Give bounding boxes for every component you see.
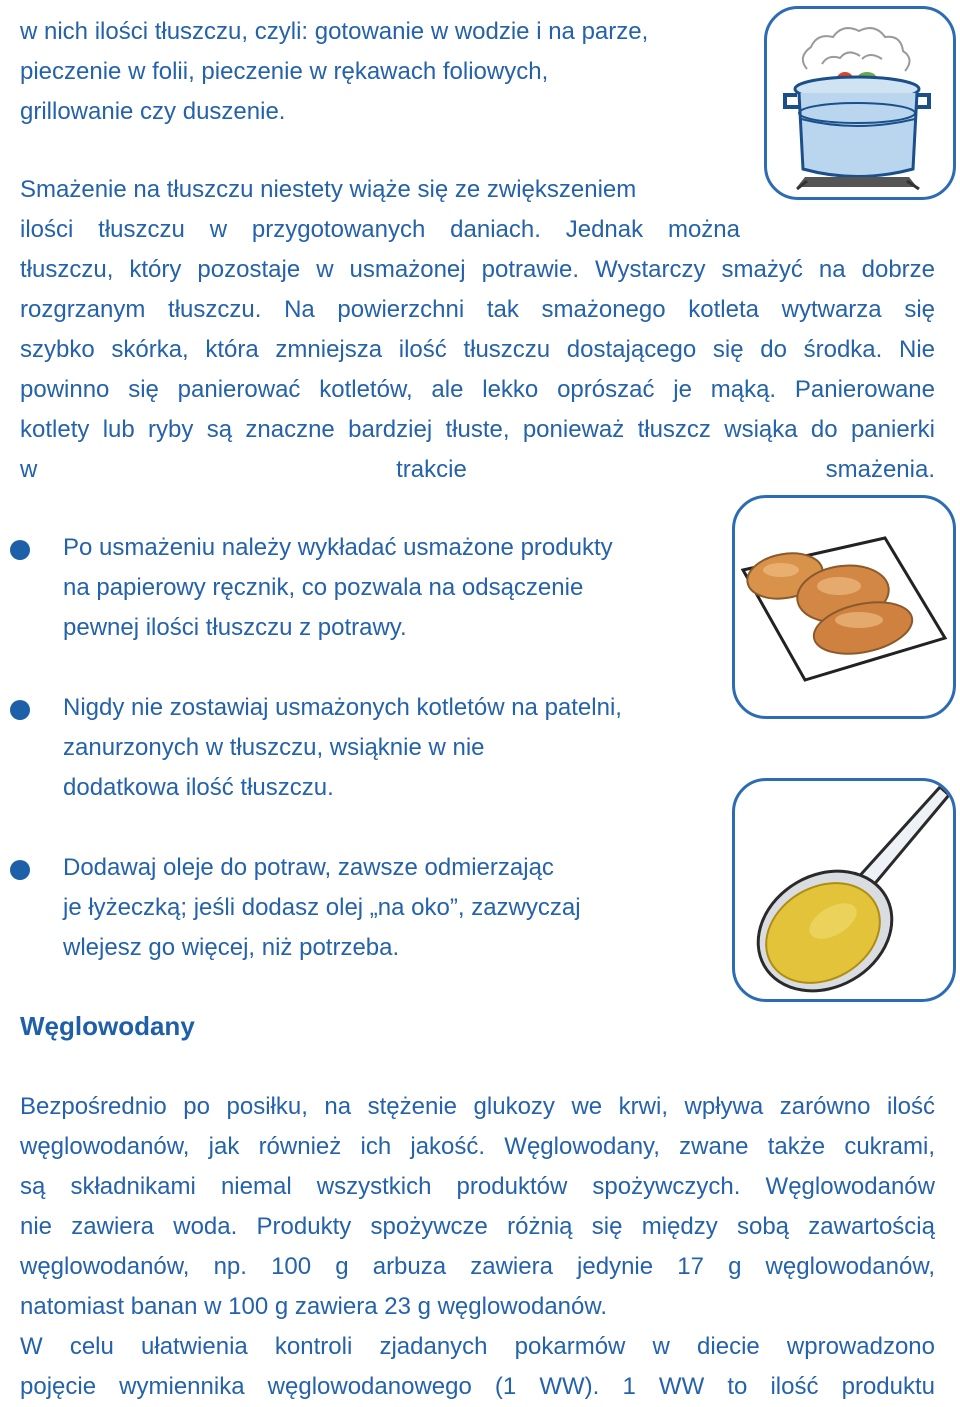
text-line: powinno się panierować kotletów, ale lekko oprószać je mąką. Panierowane — [20, 376, 935, 403]
spoon-illustration — [732, 778, 956, 1002]
text-line: rozgrzanym tłuszczu. Na powierzchni tak smażonego kotleta wytwarza się — [20, 296, 935, 323]
text-line: Bezpośrednio po posiłku, na stężenie glukozy we krwi, wpływa zarówno ilość — [20, 1093, 935, 1120]
text-line: grillowanie czy duszenie. — [20, 98, 286, 125]
text-line: pojęcie wymiennika węglowodanowego (1 WW). 1 WW to ilość produktu — [20, 1373, 935, 1400]
text-line: nie zawiera woda. Produkty spożywcze różnią się między sobą zawartością — [20, 1213, 935, 1240]
text-line: w nich ilości tłuszczu, czyli: gotowanie w wodzie i na parze, — [20, 18, 649, 45]
text-line: pieczenie w folii, pieczenie w rękawach foliowych, — [20, 58, 549, 85]
pot-icon — [767, 9, 953, 197]
text-line: wlejesz go więcej, niż potrzeba. — [63, 934, 400, 961]
cutlets-illustration — [732, 495, 956, 719]
text-line: je łyżeczką; jeśli dodasz olej „na oko”, zazwyczaj — [63, 894, 581, 921]
text-line: Smażenie na tłuszczu niestety wiąże się ze zwiększeniem — [20, 176, 637, 203]
tip-item — [0, 848, 720, 968]
tip-item — [0, 688, 720, 808]
section-heading: Węglowodany — [20, 1011, 195, 1041]
text-line: kotlety lub ryby są znaczne bardziej tłuste, ponieważ tłuszcz wsiąka do panierki — [20, 416, 935, 443]
text-line: pewnej ilości tłuszczu z potrawy. — [63, 614, 407, 641]
text-line: Dodawaj oleje do potraw, zawsze odmierzając — [63, 854, 554, 881]
tip-text — [63, 688, 622, 808]
text-line: W celu ułatwienia kontroli zjadanych pokarmów w diecie wprowadzono — [20, 1333, 935, 1360]
text-line: w trakcie smażenia. — [20, 456, 935, 483]
text-line: węglowodanów, np. 100 g arbuza zawiera jedynie 17 g węglowodanów, — [20, 1253, 935, 1280]
text-line: dodatkowa ilość tłuszczu. — [63, 774, 334, 801]
tip-text — [63, 848, 581, 968]
bullet-icon — [10, 860, 30, 880]
text-line: tłuszczu, który pozostaje w usmażonej potrawie. Wystarczy smażyć na dobrze — [20, 256, 935, 283]
bullet-icon — [10, 700, 30, 720]
spoon-icon — [735, 781, 953, 999]
cutlets-icon — [735, 498, 953, 716]
text-line: na papierowy ręcznik, co pozwala na odsączenie — [63, 574, 584, 601]
text-line: Po usmażeniu należy wykładać usmażone produkty — [63, 534, 613, 561]
text-line: ilości tłuszczu w przygotowanych daniach. Jednak można — [20, 216, 740, 243]
text-line: szybko skórka, która zmniejsza ilość tłuszczu dostającego się do środka. Nie — [20, 336, 935, 363]
tip-text — [63, 528, 613, 648]
tip-item — [0, 528, 720, 648]
carbohydrates-paragraph — [20, 1087, 935, 1407]
text-line: zanurzonych w tłuszczu, wsiąknie w nie — [63, 734, 485, 761]
text-line: Nigdy nie zostawiaj usmażonych kotletów na patelni, — [63, 694, 622, 721]
intro-paragraph — [20, 12, 720, 132]
bullet-icon — [10, 540, 30, 560]
text-line: natomiast banan w 100 g zawiera 23 g węglowodanów. — [20, 1293, 608, 1320]
frying-paragraph — [20, 170, 935, 490]
text-line: węglowodanów, jak również ich jakość. Węglowodany, zwane także cukrami, — [20, 1133, 935, 1160]
text-line: są składnikami niemal wszystkich produktów spożywczych. Węglowodanów — [20, 1173, 935, 1200]
